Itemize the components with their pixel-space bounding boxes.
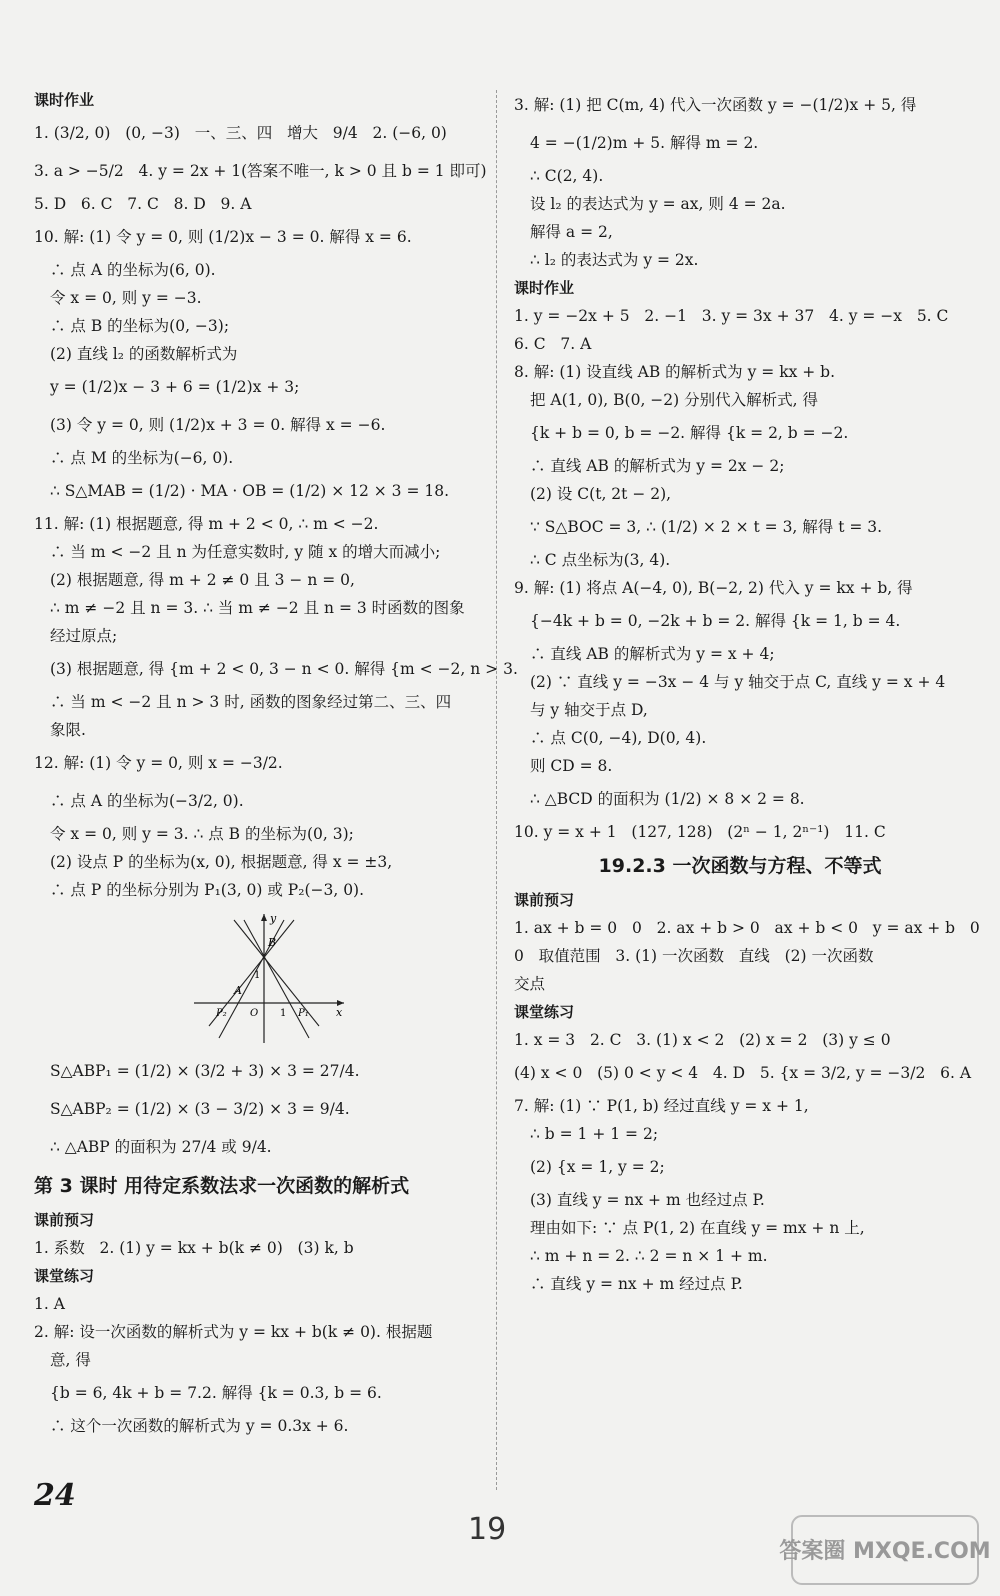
answer-line: 经过原点; bbox=[50, 627, 118, 645]
section-heading: 课堂练习 bbox=[514, 1003, 575, 1021]
answer-line: 8. 解: (1) 设直线 AB 的解析式为 y = kx + b. bbox=[514, 363, 836, 381]
answer-line: ∴ 点 A 的坐标为(−3/2, 0). bbox=[50, 792, 244, 810]
answer-line: 0 取值范围 3. (1) 一次函数 直线 (2) 一次函数 bbox=[514, 947, 874, 965]
answer-line: 5. D 6. C 7. C 8. D 9. A bbox=[34, 195, 252, 213]
answer-line: 10. y = x + 1 (127, 128) (2ⁿ − 1, 2ⁿ⁻¹) 11. C bbox=[514, 823, 886, 841]
right-column bbox=[514, 86, 980, 1298]
fig-label: P₁ bbox=[298, 1008, 309, 1019]
answer-line: 理由如下: ∵ 点 P(1, 2) 在直线 y = mx + n 上, bbox=[530, 1219, 865, 1237]
answer-line: 3. a > −5/2 4. y = 2x + 1(答案不唯一, k > 0 且 b = 1 即可) bbox=[34, 162, 487, 180]
answer-line: 设 l₂ 的表达式为 y = ax, 则 4 = 2a. bbox=[530, 195, 786, 213]
answer-line: (2) 设 C(t, 2t − 2), bbox=[530, 485, 672, 503]
answer-line: (2) ∵ 直线 y = −3x − 4 与 y 轴交于点 C, 直线 y = x + 4 bbox=[530, 673, 946, 691]
answer-line: 4 = −(1/2)m + 5. 解得 m = 2. bbox=[530, 134, 759, 152]
section-heading: 课前预习 bbox=[514, 891, 575, 909]
section-heading: 课时作业 bbox=[514, 279, 575, 297]
answer-line: 令 x = 0, 则 y = 3. ∴ 点 B 的坐标为(0, 3); bbox=[50, 825, 354, 843]
answer-line: ∴ 点 A 的坐标为(6, 0). bbox=[50, 261, 216, 279]
answer-line: ∴ 点 C(0, −4), D(0, 4). bbox=[530, 729, 707, 747]
answer-line: ∴ C(2, 4). bbox=[530, 167, 604, 185]
answer-line: ∴ 直线 AB 的解析式为 y = x + 4; bbox=[530, 645, 775, 663]
column-divider bbox=[496, 90, 497, 1490]
answer-line: ∴ △BCD 的面积为 (1/2) × 8 × 2 = 8. bbox=[530, 790, 805, 808]
answer-line: 2. 解: 设一次函数的解析式为 y = kx + b(k ≠ 0). 根据题 bbox=[34, 1323, 433, 1341]
answer-line: ∴ 这个一次函数的解析式为 y = 0.3x + 6. bbox=[50, 1417, 349, 1435]
section-heading: 课堂练习 bbox=[34, 1267, 95, 1285]
answer-line: 象限. bbox=[50, 721, 86, 739]
answer-line: (3) 直线 y = nx + m 也经过点 P. bbox=[530, 1191, 765, 1209]
handwritten-number: 19 bbox=[468, 1512, 507, 1547]
answer-line: 1. A bbox=[34, 1295, 65, 1313]
answer-line: ∴ 当 m < −2 且 n > 3 时, 函数的图象经过第二、三、四 bbox=[50, 693, 452, 711]
answer-line: ∴ 点 M 的坐标为(−6, 0). bbox=[50, 449, 234, 467]
fig-label: y bbox=[270, 912, 277, 925]
answer-line: 3. 解: (1) 把 C(m, 4) 代入一次函数 y = −(1/2)x + 5, 得 bbox=[514, 96, 917, 114]
answer-line: 令 x = 0, 则 y = −3. bbox=[50, 289, 202, 307]
answer-line: ∴ S△MAB = (1/2) · MA · OB = (1/2) × 12 × 3 = 18. bbox=[50, 482, 450, 500]
fig-label: x bbox=[336, 1006, 343, 1019]
section-heading: 课时作业 bbox=[34, 91, 95, 109]
fig-label: 1 bbox=[254, 970, 261, 981]
answer-line: (3) 令 y = 0, 则 (1/2)x + 3 = 0. 解得 x = −6. bbox=[50, 416, 386, 434]
answer-line: ∴ 当 m < −2 且 n 为任意实数时, y 随 x 的增大而减小; bbox=[50, 543, 441, 561]
fig-label: B bbox=[268, 936, 277, 949]
fig-label: 1 bbox=[280, 1008, 287, 1019]
answer-line: 1. 系数 2. (1) y = kx + b(k ≠ 0) (3) k, b bbox=[34, 1239, 354, 1257]
watermark-logo bbox=[779, 1510, 991, 1590]
answer-line: 10. 解: (1) 令 y = 0, 则 (1/2)x − 3 = 0. 解得 x = 6. bbox=[34, 228, 412, 246]
answer-line: ∴ b = 1 + 1 = 2; bbox=[530, 1125, 659, 1143]
watermark-text: 答案圈 MXQE.COM bbox=[779, 1539, 991, 1564]
answer-line: ∴ 点 B 的坐标为(0, −3); bbox=[50, 317, 230, 335]
answer-line: ∴ m + n = 2. ∴ 2 = n × 1 + m. bbox=[530, 1247, 768, 1265]
answer-line: ∴ C 点坐标为(3, 4). bbox=[530, 551, 671, 569]
lesson-title: 第 3 课时 用待定系数法求一次函数的解析式 bbox=[34, 1175, 410, 1197]
answer-line: 交点 bbox=[514, 975, 546, 993]
answer-line: 与 y 轴交于点 D, bbox=[530, 701, 648, 719]
left-column bbox=[34, 86, 518, 1440]
fig-label: O bbox=[250, 1008, 259, 1019]
answer-line: 1. x = 3 2. C 3. (1) x < 2 (2) x = 2 (3) y ≤ 0 bbox=[514, 1031, 891, 1049]
answer-line: (3) 根据题意, 得 {m + 2 < 0, 3 − n < 0. 解得 {m < −2, n > 3. bbox=[50, 660, 518, 678]
answer-line: 11. 解: (1) 根据题意, 得 m + 2 < 0, ∴ m < −2. bbox=[34, 515, 379, 533]
page-number: 24 bbox=[34, 1478, 76, 1513]
answer-line: y = (1/2)x − 3 + 6 = (1/2)x + 3; bbox=[50, 378, 300, 396]
answer-line: ∴ m ≠ −2 且 n = 3. ∴ 当 m ≠ −2 且 n = 3 时函数的图象 bbox=[50, 599, 465, 617]
answer-line: 1. (3/2, 0) (0, −3) 一、三、四 增大 9/4 2. (−6, 0) bbox=[34, 124, 447, 142]
answer-line: ∴ 点 P 的坐标分别为 P₁(3, 0) 或 P₂(−3, 0). bbox=[50, 881, 365, 899]
answer-line: (2) 设点 P 的坐标为(x, 0), 根据题意, 得 x = ±3, bbox=[50, 853, 393, 871]
answer-line: 则 CD = 8. bbox=[530, 757, 613, 775]
answer-line: {−4k + b = 0, −2k + b = 2. 解得 {k = 1, b = 4. bbox=[530, 612, 901, 630]
lesson-title: 19.2.3 一次函数与方程、不等式 bbox=[598, 855, 882, 877]
fig-label: A bbox=[234, 984, 242, 997]
answer-line: 1. ax + b = 0 0 2. ax + b > 0 ax + b < 0 y = ax + b 0 bbox=[514, 919, 980, 937]
section-heading: 课前预习 bbox=[34, 1211, 95, 1229]
answer-line: {k + b = 0, b = −2. 解得 {k = 2, b = −2. bbox=[530, 424, 849, 442]
answer-line: 6. C 7. A bbox=[514, 335, 592, 353]
answer-line: (4) x < 0 (5) 0 < y < 4 4. D 5. {x = 3/2, y = −3/2 6. A bbox=[514, 1064, 972, 1082]
coordinate-figure bbox=[184, 908, 354, 1048]
answer-line: 12. 解: (1) 令 y = 0, 则 x = −3/2. bbox=[34, 754, 283, 772]
answer-line: S△ABP₁ = (1/2) × (3/2 + 3) × 3 = 27/4. bbox=[50, 1062, 360, 1080]
answer-line: ∴ 直线 y = nx + m 经过点 P. bbox=[530, 1275, 743, 1293]
answer-line: 解得 a = 2, bbox=[530, 223, 613, 241]
answer-line: 9. 解: (1) 将点 A(−4, 0), B(−2, 2) 代入 y = kx + b, 得 bbox=[514, 579, 913, 597]
answer-line: ∵ S△BOC = 3, ∴ (1/2) × 2 × t = 3, 解得 t = 3. bbox=[530, 518, 883, 536]
answer-line: 意, 得 bbox=[50, 1351, 91, 1369]
fig-label: P₂ bbox=[216, 1008, 227, 1019]
answer-line: 1. y = −2x + 5 2. −1 3. y = 3x + 37 4. y = −x 5. C bbox=[514, 307, 949, 325]
answer-line: 7. 解: (1) ∵ P(1, b) 经过直线 y = x + 1, bbox=[514, 1097, 809, 1115]
answer-line: ∴ △ABP 的面积为 27/4 或 9/4. bbox=[50, 1138, 272, 1156]
answer-line: (2) 直线 l₂ 的函数解析式为 bbox=[50, 345, 238, 363]
answer-line: (2) {x = 1, y = 2; bbox=[530, 1158, 665, 1176]
answer-line: ∴ l₂ 的表达式为 y = 2x. bbox=[530, 251, 699, 269]
answer-line: {b = 6, 4k + b = 7.2. 解得 {k = 0.3, b = 6. bbox=[50, 1384, 382, 1402]
answer-line: ∴ 直线 AB 的解析式为 y = 2x − 2; bbox=[530, 457, 785, 475]
answer-line: (2) 根据题意, 得 m + 2 ≠ 0 且 3 − n = 0, bbox=[50, 571, 355, 589]
answer-line: 把 A(1, 0), B(0, −2) 分别代入解析式, 得 bbox=[530, 391, 818, 409]
answer-line: S△ABP₂ = (1/2) × (3 − 3/2) × 3 = 9/4. bbox=[50, 1100, 350, 1118]
